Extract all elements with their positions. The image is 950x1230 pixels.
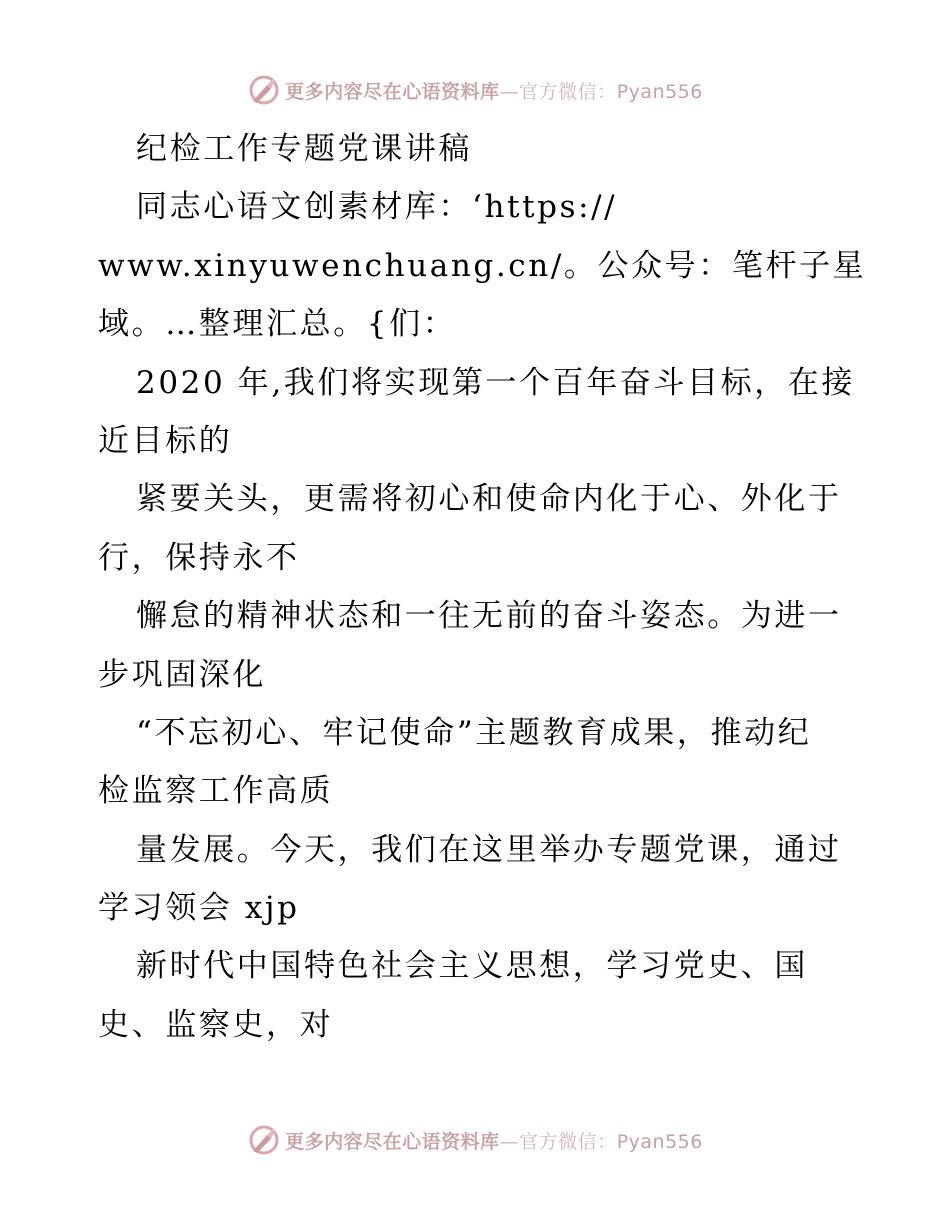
text-line: 新时代中国特色社会主义思想，学习党史、国 [136,948,808,985]
text-line: 行，保持永不 [98,539,300,576]
text-line: 紧要关头，更需将初心和使命内化于心、外化于 [136,481,842,518]
watermark-handle: Pyan556 [616,80,703,103]
text-line: www.xinyuwenchuang.cn/。公众号：笔杆子星 [98,247,867,284]
text-line: “不忘初心、牢记使命”主题教育成果，推动纪 [136,714,812,751]
text-line: 域。…整理汇总。{们： [98,306,457,343]
header-watermark-banner [0,70,950,110]
text-line: 量发展。今天，我们在这里举办专题党课，通过 [136,831,842,868]
text-line: 检监察工作高质 [98,773,334,810]
document-body [98,120,867,1054]
text-line: 学习领会 xjp [98,890,300,927]
watermark-text [285,1127,703,1154]
document-title: 纪检工作专题党课讲稿 [136,131,472,167]
text-line: 近目标的 [98,422,233,459]
text-line: 懈怠的精神状态和一往无前的奋斗姿态。为进一 [136,598,842,635]
text-line: 同志心语文创素材库：‘https:// [136,189,618,226]
pen-logo-icon [247,73,281,107]
watermark-handle: Pyan556 [616,1130,703,1153]
text-line: 2020 年,我们将实现第一个百年奋斗目标，在接 [136,364,855,401]
watermark-wechat-label: —官方微信： [499,80,617,103]
watermark-brand: 更多内容尽在心语资料库 [285,80,500,103]
footer-watermark-banner [0,1120,950,1160]
watermark-wechat-label: —官方微信： [499,1130,617,1153]
pen-logo-icon [247,1123,281,1157]
watermark-brand: 更多内容尽在心语资料库 [285,1130,500,1153]
watermark-text [285,77,703,104]
text-line: 步巩固深化 [98,656,266,693]
text-line: 史、监察史，对 [98,1006,334,1043]
